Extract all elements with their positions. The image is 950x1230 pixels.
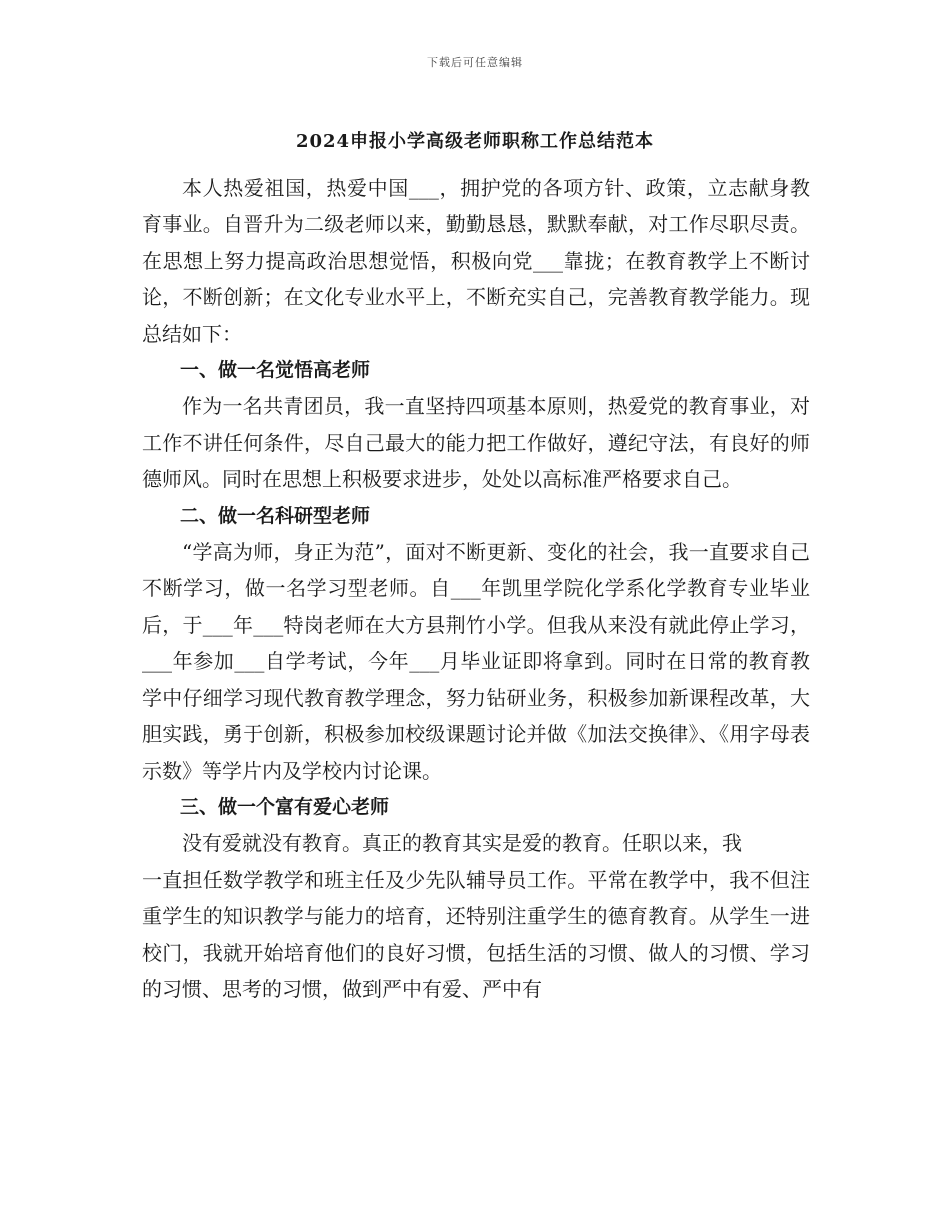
- paragraph-intro: 本人热爱祖国，热爱中国___，拥护党的各项方针、政策，立志献身教育事业。自晋升为二级老师以来，勤勤恳恳，默默奉献，对工作尽职尽责。在思想上努力提高政治思想觉悟，积极向党___靠拢；在教育教学上不断讨论，不断创新；在文化专业水平上，不断充实自己，完善教育教学能力。现总结如下：: [142, 176, 810, 346]
- paragraph-section-2: “学高为师，身正为范”，面对不断更新、变化的社会，我一直要求自己不断学习，做一名学习型老师。自___年凯里学院化学系化学教育专业毕业后，于___年___特岗老师在大方县荆竹小学。但我从来没有就此停止学习，___年参加___自学考试，今年___月毕业证即将拿到。同时在日常的教育教学中仔细学习现代教育教学理念，努力钻研业务，积极参加新课程改革，大胆实践，勇于创新，积极参加校级课题讨论并做《加法交换律》、《用字母表示数》等学片内及学校内讨论课。: [142, 540, 810, 783]
- header-note: 下载后可任意编辑: [427, 56, 523, 69]
- section-heading-2: 二、做一名科研型老师: [180, 504, 371, 527]
- section-heading-1: 一、做一名觉悟高老师: [180, 359, 371, 382]
- document-body: [142, 170, 810, 1007]
- paragraph-section-3b: 一直担任数学教学和班主任及少先队辅导员工作。平常在教学中，我不但注重学生的知识教学与能力的培育，还特别注重学生的德育教育。从学生一进校门，我就开始培育他们的良好习惯，包括生活的习惯、做人的习惯、学习的习惯、思考的习惯，做到严中有爱、严中有: [142, 867, 810, 1001]
- paragraph-section-3a: 没有爱就没有教育。真正的教育其实是爱的教育。任职以来，我: [182, 831, 742, 856]
- document-title: 2024申报小学高级老师职称工作总结范本: [295, 131, 655, 152]
- paragraph-section-1: 作为一名共青团员，我一直坚持四项基本原则，热爱党的教育事业，对工作不讲任何条件，尽自己最大的能力把工作做好，遵纪守法，有良好的师德师风。同时在思想上积极要求进步，处处以高标准严格要求自己。: [142, 394, 810, 492]
- section-heading-3: 三、做一个富有爱心老师: [180, 795, 390, 818]
